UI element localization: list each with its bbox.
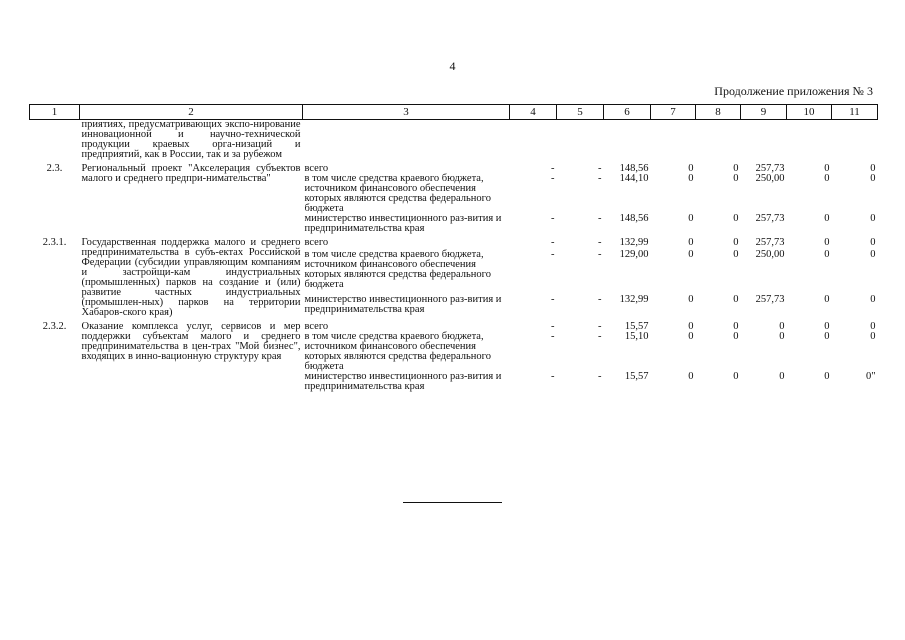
value-cell: -: [551, 371, 555, 382]
value-cell: -: [598, 163, 602, 174]
column-header: 2: [80, 105, 303, 120]
value-cell: 148,56: [619, 213, 649, 224]
value-cell: 0: [688, 294, 694, 306]
value-cell: 0: [733, 163, 739, 174]
value-cell: 144,10: [619, 173, 649, 184]
value-cell: -: [551, 237, 555, 248]
column-header: 11: [832, 105, 878, 120]
value-cell: 257,73: [755, 163, 785, 174]
value-cell: 132,99: [619, 237, 649, 248]
funding-source: всего: [304, 237, 329, 248]
value-cell: 148,56: [619, 163, 649, 174]
value-cell: 0: [870, 321, 876, 332]
value-cell: 0: [870, 248, 876, 260]
value-cell: -: [598, 248, 602, 260]
column-header: 5: [557, 105, 604, 120]
value-cell: -: [551, 331, 555, 342]
value-cell: 0: [870, 294, 876, 306]
value-cell: 0: [779, 331, 785, 342]
item-name: Региональный проект "Акселерация субъектов малого и среднего предпри-нимательства": [81, 163, 301, 184]
column-header: 9: [741, 105, 787, 120]
value-cell: 0: [824, 237, 830, 248]
value-cell: -: [598, 294, 602, 306]
value-cell: 0: [733, 294, 739, 306]
value-cell: 0: [733, 371, 739, 382]
column-header: 7: [651, 105, 696, 120]
value-cell: 0: [824, 173, 830, 184]
value-cell: 0: [870, 331, 876, 342]
value-cell: 0: [733, 321, 739, 332]
value-cell: 0: [824, 163, 830, 174]
page-number: 4: [449, 59, 456, 73]
item-number: 2.3.1.: [42, 237, 67, 248]
value-cell: -: [551, 173, 555, 184]
value-cell: -: [551, 213, 555, 224]
value-cell: 15,10: [624, 331, 649, 342]
value-cell: 257,73: [755, 294, 785, 306]
value-cell: 15,57: [624, 371, 649, 382]
value-cell: 0: [688, 321, 694, 332]
value-cell: 0: [733, 213, 739, 224]
value-cell: 257,73: [755, 237, 785, 248]
funding-source: в том числе средства краевого бюджета, источником финансового обеспечения которых являются средства федерального бюджета: [304, 173, 491, 214]
value-cell: 129,00: [619, 248, 649, 260]
value-cell: -: [551, 294, 555, 306]
funding-source: всего: [304, 163, 329, 174]
value-cell: 0: [688, 163, 694, 174]
value-cell: 250,00: [755, 173, 785, 184]
value-cell: 0: [779, 321, 785, 332]
column-header: 4: [510, 105, 557, 120]
column-header: 3: [303, 105, 510, 120]
value-cell: -: [598, 237, 602, 248]
continuation-row: [30, 120, 878, 161]
funding-source: министерство инвестиционного раз-вития и предпринимательства края: [304, 294, 502, 316]
item-number: 2.3.2.: [42, 321, 67, 332]
value-cell: 0: [688, 237, 694, 248]
value-cell: 0: [688, 248, 694, 260]
value-cell: -: [598, 173, 602, 184]
table-row: [30, 160, 878, 174]
item-name: Государственная поддержка малого и среднего предпринимательства в субъ-ектах Российской Федерации (субсидии управляющим компаниям и застройщи-кам индустриальных (промышленных) парков на создание и (или) развитие частных индустриальных (промышлен-ных) парков на территории Хабаров-ского края): [81, 237, 301, 318]
value-cell: 0: [733, 248, 739, 260]
end-divider-line: [403, 502, 502, 503]
value-cell: 0: [870, 173, 876, 184]
value-cell: 0: [688, 173, 694, 184]
value-cell: 0: [733, 331, 739, 342]
value-cell: 132,99: [619, 294, 649, 306]
column-header: 1: [30, 105, 80, 120]
item-number: 2.3.: [46, 163, 63, 174]
value-cell: 0: [688, 213, 694, 224]
value-cell: 0": [865, 371, 876, 382]
value-cell: 0: [870, 213, 876, 224]
value-cell: 0: [824, 294, 830, 306]
table-row: [30, 234, 878, 250]
value-cell: -: [598, 371, 602, 382]
value-cell: -: [551, 321, 555, 332]
value-cell: 0: [688, 331, 694, 342]
column-header: 8: [696, 105, 741, 120]
appendix-continuation-note: Продолжение приложения № 3: [714, 84, 873, 98]
continuation-text: приятиях, предусматривающих экспо-нирование инновационной и научно-технической продукции краевых орга-низаций и предприятий, как в России, так и за рубежом: [81, 119, 301, 160]
item-name: Оказание комплекса услуг, сервисов и мер поддержки субъектам малого и среднего предпринимательства в цен-трах "Мой бизнес", входящих в инно-вационную структуру края: [81, 321, 301, 362]
value-cell: 0: [824, 371, 830, 382]
funding-source: министерство инвестиционного раз-вития и предпринимательства края: [304, 371, 502, 392]
funding-source: министерство инвестиционного раз-вития и предпринимательства края: [304, 213, 502, 234]
value-cell: 0: [733, 237, 739, 248]
funding-source: в том числе средства краевого бюджета, источником финансового обеспечения которых являются средства федерального бюджета: [304, 248, 491, 290]
value-cell: -: [598, 331, 602, 342]
table-row: [30, 318, 878, 332]
value-cell: -: [598, 321, 602, 332]
value-cell: -: [551, 248, 555, 260]
appendix-table: [29, 104, 878, 392]
value-cell: 0: [688, 371, 694, 382]
value-cell: 0: [824, 321, 830, 332]
value-cell: 0: [733, 173, 739, 184]
column-header: 6: [604, 105, 651, 120]
funding-source: в том числе средства краевого бюджета, источником финансового обеспечения которых являются средства федерального бюджета: [304, 331, 491, 372]
value-cell: 257,73: [755, 213, 785, 224]
value-cell: 250,00: [755, 248, 785, 260]
value-cell: 0: [779, 371, 785, 382]
value-cell: 0: [824, 248, 830, 260]
value-cell: 0: [824, 213, 830, 224]
value-cell: 0: [824, 331, 830, 342]
value-cell: 0: [870, 163, 876, 174]
funding-source: всего: [304, 321, 329, 332]
column-header: 10: [787, 105, 832, 120]
value-cell: -: [551, 163, 555, 174]
column-number-header: [30, 105, 878, 120]
value-cell: -: [598, 213, 602, 224]
value-cell: 15,57: [624, 321, 649, 332]
value-cell: 0: [870, 237, 876, 248]
